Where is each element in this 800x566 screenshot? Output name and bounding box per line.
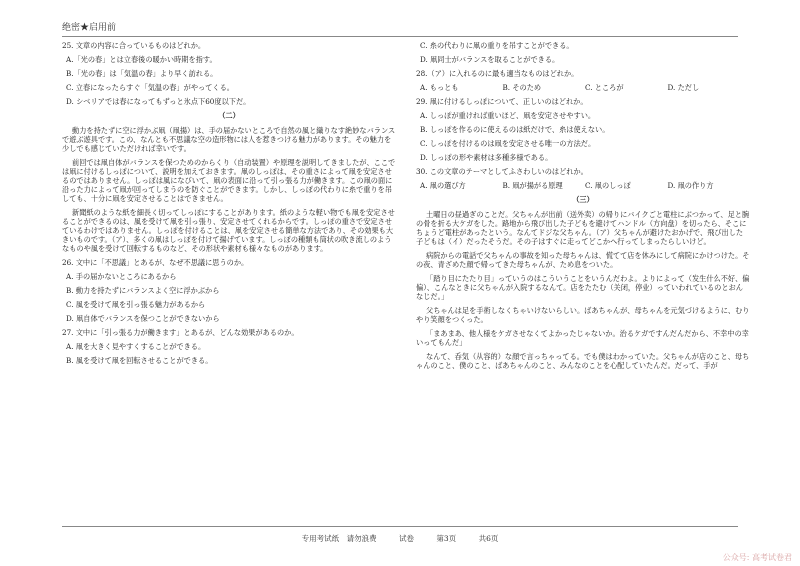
page-footer: [0, 533, 800, 544]
passage-paragraph: 病院からの電話で父ちゃんの事故を知った母ちゃんは、慌てて店を休みにして病院にかけつけた。その夜、青ざめた顔で帰ってきた母ちゃんが、ため息をついた。: [416, 251, 750, 269]
passage-paragraph: 新聞紙のような紙を細長く切ってしっぽにすることがあります。紙のような軽い物でも凧を安定させることができるのは、風を受けて凧を引っ張り、安定させてくれるからです。しっぽの重さで安定させているわけではありません。しっぽを付けることは、凧を安定させる簡単な方法であり、その効果も大きいものです。（ア）、多くの凧はしっぽを付けて揚げています。しっぽの種類も筒状の吹き流しのようなものや風を受けて回転するものなど、その形状や素材も様々なものがあります。: [62, 208, 395, 253]
footer-rule: [62, 526, 738, 527]
option: B. 凧が揚がる原理: [502, 181, 563, 190]
question-27-stem: 27. 文中に「引っ張る力が働きます」とあるが、どんな効果があるのか。: [62, 328, 299, 337]
option: D. 凧自体でバランスを保つことができないから: [66, 314, 220, 323]
header-rule: [62, 36, 738, 37]
option: C. ところが: [585, 83, 624, 92]
passage-paragraph: なんて、呑気（从容的）な顔で言っちゃってる。でも僕はわかっていた。父ちゃんが店のこと、母ちゃんのこと、僕のこと、ばあちゃんのこと、みんなのことを心配していたんだ。だって、手が: [416, 352, 750, 370]
option: D. しっぽの形や素材は多種多様である。: [420, 153, 553, 162]
right-column: [416, 41, 750, 375]
question-26-stem: 26. 文中に「不思議」とあるが、なぜ不思議に思うのか。: [62, 258, 249, 267]
option: B.「光の春」は「気温の春」より早く訪れる。: [66, 69, 218, 78]
option: B. しっぽを作るのに使えるのは紙だけで、糸は使えない。: [420, 125, 610, 134]
option: C. しっぽを付けるのは凧を安定させる唯一の方法だ。: [420, 139, 596, 148]
options-row: [420, 181, 750, 190]
footer-paper-note: 专用考试纸 请勿浪费: [301, 534, 377, 543]
left-column: [62, 41, 396, 370]
passage-paragraph: 「まあまあ、他人様をケガさせなくてよかったじゃないか。治るケガですんだんだから、不幸中の幸いってもんだ」: [416, 329, 749, 347]
passage-paragraph: 前回では凧自体がバランスを保つためのからくり（自动装置）や原理を説明してきましたが、ここでは凧に付けるしっぽについて、説明を加えておきます。凧のしっぽは、その重さによって凧を安定させるのではありません。しっぽは風になびいて、凧の表面に沿って引っ張る力が働きます。この凧の面に沿った力によって凧が回ってしまうのを防ぐことができます。しかし、しっぽの代わりに糸で重りを吊しても、十分に凧を安定させることはできません。: [62, 158, 396, 203]
options-row: [420, 83, 750, 92]
footer-page-number: 第3页: [436, 534, 457, 543]
passage-paragraph: 父ちゃんは足を手術しなくちゃいけないらしい。ばあちゃんが、母ちゃんを元気づけるように、むりやり笑顔をつくった。: [416, 306, 750, 324]
section-3-title: （三）: [572, 195, 594, 204]
passage-paragraph: 「踏り目にたたり目」っていうのはこういうことをいうんだわよ。よりによって（发生什么不好、偏偏）、こんなときに父ちゃんが入院するなんて。店をたたむ（关闭，停业）っていわれているのとおんなじだ。」: [416, 274, 750, 301]
question-30-stem: 30. この文章のテーマとしてふさわしいのはどれか。: [416, 167, 588, 176]
option: C. 風を受けて凧を引っ張る魅力があるから: [66, 300, 206, 309]
passage-paragraph: 土曜日の昼過ぎのことだ。父ちゃんが出前（送外卖）の帰りにバイクごと電柱にぶつかって、足と腕の骨を折る大ケガをした。路地から飛び出した子どもを避けてハンドル（方向盘）を切ったら、そこにちょうど電柱があったという。なんてドジな父ちゃん。（ア）父ちゃんが避けたおかげで、飛び出した子どもは（イ）だったそうだ。その子はすぐに走ってどこかへ行ってしまったらしいけど。: [416, 210, 750, 246]
option: A. しっぽが重ければ重いほど、凧を安定させやすい。: [420, 111, 596, 120]
question-25-stem: 25. 文章の内容に合っているものはどれか。: [62, 41, 206, 50]
section-2-title: （二）: [218, 111, 240, 120]
passage-paragraph: 動力を持たずに空に浮かぶ凧（凧揚）は、手の届かないところで自然の風と織りなす絶妙なバランスで遊ぶ遊具です。この、なんとも不思議な空の造形物には人を惹きつける魅力があります。その魅力を少しでも感じていただければ幸いです。: [62, 126, 396, 153]
option: B. そのため: [502, 83, 542, 92]
option: B. 動力を持たずにバランスよく空に浮かぶから: [66, 286, 220, 295]
footer-kind: 试卷: [399, 534, 415, 543]
question-29-stem: 29. 凧に付けるしっぽについて、正しいのはどれか。: [416, 97, 588, 106]
confidential-header: 绝密★启用前: [62, 23, 117, 33]
option: D. シベリアでは春になってもずっと氷点下60度以下だ。: [66, 97, 251, 106]
watermark: 公众号: 高考试卷君: [722, 553, 792, 562]
option: A.「光の春」とは立春後の暖かい時期を指す。: [66, 55, 217, 64]
option: B. 風を受けて凧を回転させることができる。: [66, 356, 213, 365]
option: A. 手の届かないところにあるから: [66, 272, 177, 281]
question-28-stem: 28.（ア）に入れるのに最も適当なものはどれか。: [416, 69, 579, 78]
option: D. 凧の作り方: [667, 181, 714, 190]
option: A. 凧の選び方: [420, 181, 466, 190]
footer-total-pages: 共6页: [478, 534, 499, 543]
option: C. 立春になったらすぐ「気温の春」がやってくる。: [66, 83, 234, 92]
option: A. もっとも: [420, 83, 459, 92]
option: D. ただし: [667, 83, 700, 92]
option: A. 凧を大きく見やすくすることができる。: [66, 342, 206, 351]
option: D. 凧同士がバランスを取ることができる。: [420, 55, 560, 64]
option: C. 糸の代わりに凧の重りを吊すことができる。: [420, 41, 574, 50]
option: C. 凧のしっぽ: [585, 181, 631, 190]
